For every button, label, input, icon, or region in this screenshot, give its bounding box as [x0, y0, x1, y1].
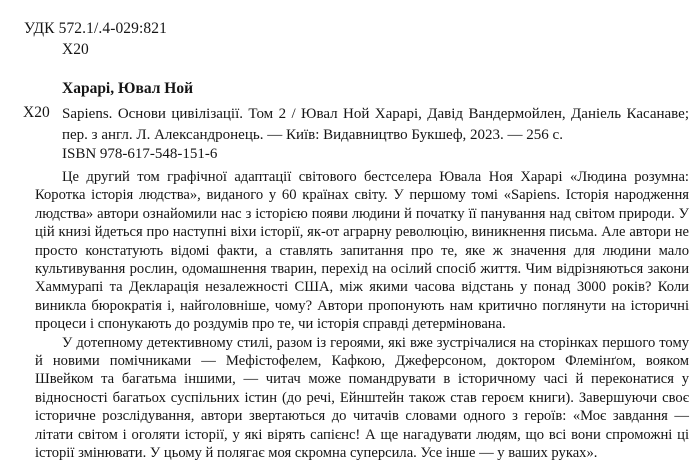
isbn: ISBN 978-617-548-151-6 [62, 146, 218, 162]
author-heading: Харарі, Ювал Ной [62, 80, 194, 97]
annotation-paragraph-1: Це другий том графічної адаптації світового бестселера Ювала Ноя Харарі «Людина розумна: Коротка історія людства», виданого у 60 країнах світу. У першому томі «Sapiens. Історія народження людства» автори ознайомили нас з історією появи людини й початку її панування над світом природи. У цій книзі йдеться про наступні віхи історії, як-от аграрну революцію, виникнення письма. Але автори не просто констатують відомі факти, а ставлять запитання про те, яке ж значення для людини мало культивування рослин, одомашнення тварин, перехід на осілий спосіб життя. Чим відрізняються закони Хаммурапі та Декларація незалежності США, між якими часова відстань у понад 3000 років? Коли виникла бюрократія і, найголовніше, чому? Автори пропонують нам критично поглянути на історичні процеси і спонукають до роздумів про те, чи історія справді детермінована. [35, 169, 689, 333]
annotation-paragraph-2: У дотепному детективному стилі, разом із героями, які вже зустрічалися на сторінках першого тому й новими помічниками — Мефістофелем, Кафкою, Джеферсоном, доктором Флемінґом, вояком Швейком та багатьма іншими, — читач може помандрувати в історичному часі й переконатися у відносності багатьох суспільних істин (до речі, Ейнштейн також став героєм книги). Завершуючи своє історичне розслідування, автори звертаються до читачів словами одного з героїв: «Моє завдання — літати світом і оголяти історії, у які вірять сапієнс! А ще нагадувати людям, що всі вони спроможні ці історії змінювати. У цьому й полягає моя скромна суперсила. Усе інше — у ваших руках». [35, 334, 689, 462]
author-mark-side: Х20 [23, 104, 50, 121]
author-mark-top: Х20 [62, 41, 89, 58]
bibliographic-record: Sapiens. Основи цивілізації. Том 2 / Ювал Ной Харарі, Давід Вандермойлен, Даніель Касанаве; пер. з англ. Л. Александронець. — Київ: Видавництво Букшеф, 2023. — 256 с. [62, 106, 689, 143]
udk-classification: УДК 572.1/.4-029:821 [24, 20, 167, 37]
annotation [35, 168, 689, 463]
